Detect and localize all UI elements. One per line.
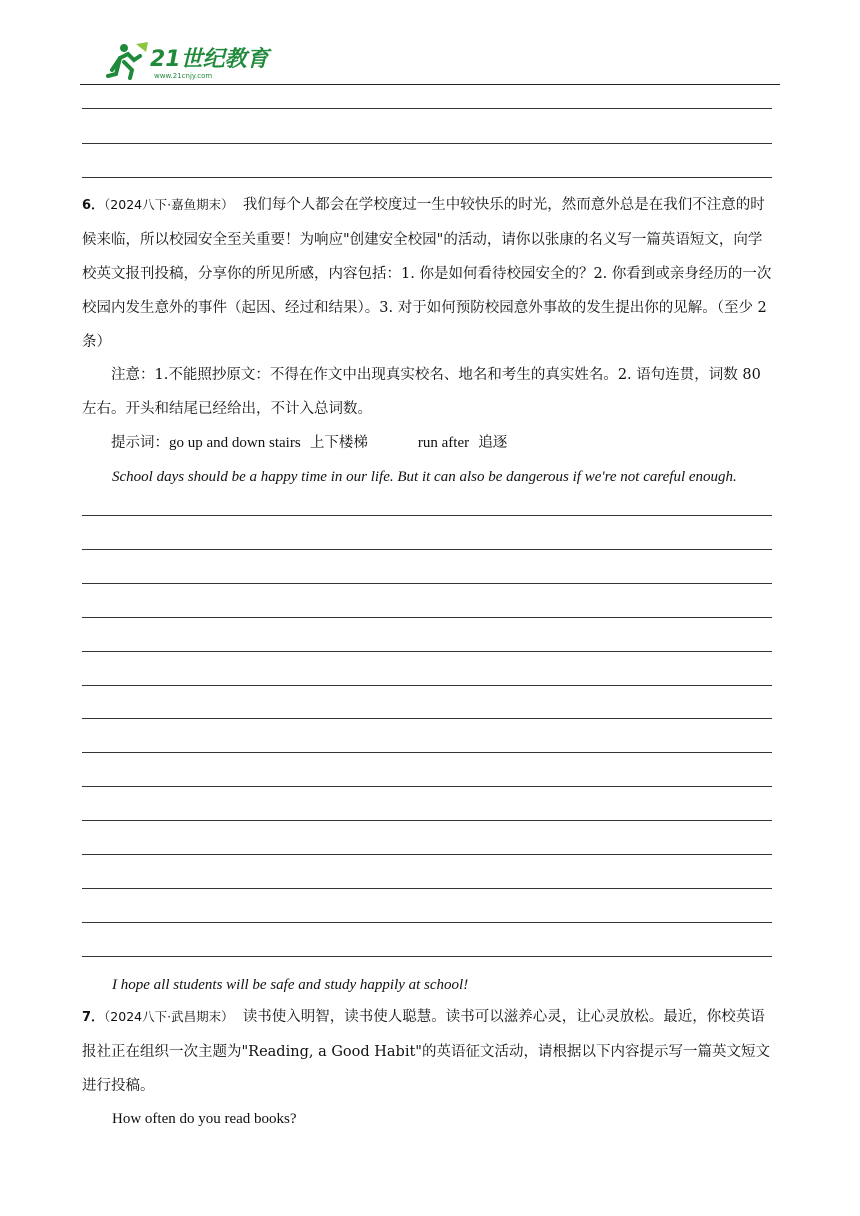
- answer-line[interactable]: [82, 888, 772, 889]
- answer-line[interactable]: [82, 718, 772, 719]
- answer-line[interactable]: [82, 651, 772, 652]
- answer-line[interactable]: [82, 922, 772, 923]
- hint-label: 提示词：: [111, 435, 169, 451]
- answer-line[interactable]: [82, 549, 772, 550]
- 21cnjy-logo: [102, 40, 272, 84]
- header-rule: [80, 84, 780, 85]
- answer-line[interactable]: [82, 685, 772, 686]
- answer-line[interactable]: [82, 786, 772, 787]
- answer-line[interactable]: [82, 956, 772, 957]
- answer-line[interactable]: [82, 143, 772, 144]
- logo-text: 21世纪教育: [150, 47, 269, 72]
- q7-number: 7．: [82, 1010, 105, 1025]
- answer-line[interactable]: [82, 515, 772, 516]
- hint1-en: go up and down stairs: [169, 435, 301, 451]
- q7-prompt-text: 读书使入明智，读书使人聪慧。读书可以滋养心灵，让心灵放松。最近，你校英语报社正在组织一次主题为"Reading, a Good Habit"的英语征文活动，请根据以下内容提示写一篇英文短文进行投稿。: [82, 1009, 770, 1094]
- hint1-cn: 上下楼梯: [309, 435, 368, 451]
- q6-note: 注意：1.不能照抄原文：不得在作文中出现真实校名、地名和考生的真实姓名。2. 语句连贯，词数 80 左右。开头和结尾已经给出，不计入总词数。: [82, 367, 761, 417]
- q7-source: （2024八下·武昌期末）: [104, 1009, 234, 1024]
- q6-hints: [82, 426, 774, 460]
- answer-line[interactable]: [82, 854, 772, 855]
- q7-prompt: [82, 1000, 774, 1103]
- q6-opening-sentence: School days should be a happy time in our life. But it can also be dangerous if we're not careful enough.: [112, 469, 737, 485]
- answer-line[interactable]: [82, 752, 772, 753]
- page-header: [0, 0, 860, 90]
- answer-line[interactable]: [82, 177, 772, 178]
- q7-cue: How often do you read books?: [112, 1111, 297, 1127]
- answer-line[interactable]: [82, 820, 772, 821]
- q6-prompt-text: 我们每个人都会在学校度过一生中较快乐的时光，然而意外总是在我们不注意的时候来临，所以校园安全至关重要！为响应"创建安全校园"的活动，请你以张康的名义写一篇英语短文，向学校英文报刊投稿，分享你的所见所感，内容包括：1. 你是如何看待校园安全的？2. 你看到或亲身经历的一次校园内发生意外的事件（起因、经过和结果）。3. 对于如何预防校园意外事故的发生提出你的见解。（至少 2 条）: [82, 197, 772, 350]
- hint2-en: run after: [417, 435, 470, 451]
- q6-prompt: [82, 188, 774, 359]
- answer-line[interactable]: [82, 617, 772, 618]
- q6-closing-sentence: I hope all students will be safe and study happily at school!: [112, 977, 469, 993]
- logo-url: www.21cnjy.com: [154, 72, 213, 80]
- hint2-cn: 追逐: [478, 435, 508, 451]
- q6-source: （2024八下·嘉鱼期末）: [104, 197, 234, 212]
- answer-line[interactable]: [82, 583, 772, 584]
- q6-number: 6．: [82, 198, 105, 213]
- answer-line[interactable]: [82, 108, 772, 109]
